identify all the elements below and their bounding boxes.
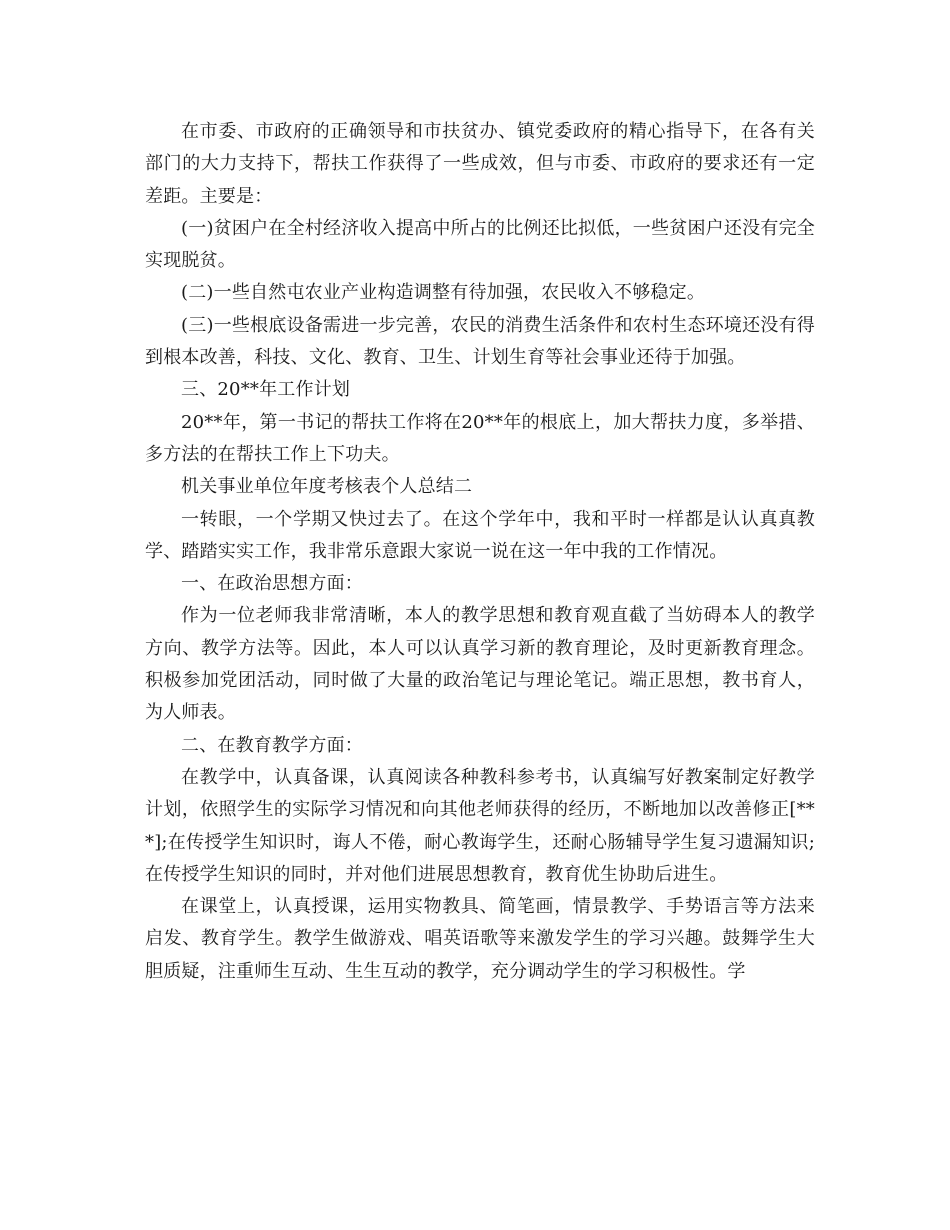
paragraph-semester: 一转眼，一个学期又快过去了。在这个学年中，我和平时一样都是认认真真教学、踏踏实实工作，我非常乐意跟大家说一说在这一年中我的工作情况。 [145,508,815,562]
heading-work-plan: 三、20**年工作计划 [181,379,351,401]
paragraph-political-thought: 作为一位老师我非常清晰，本人的教学思想和教育观直截了当妨碍本人的教学方向、教学方法等。因此，本人可以认真学习新的教育理论，及时更新教育理念。积极参加党团活动，同时做了大量的政治笔记与理论笔记。端正思想，教书育人，为人师表。 [145,605,815,724]
document-body [145,116,815,988]
paragraph-issue-one: (一)贫困户在全村经济收入提高中所占的比例还比拟低，一些贫困户还没有完全实现脱贫。 [145,217,815,272]
heading-teaching: 二、在教育教学方面： [181,734,363,756]
heading-summary-two: 机关事业单位年度考核表个人总结二 [181,476,473,498]
paragraph-classroom: 在课堂上，认真授课，运用实物教具、简笔画，情景教学、手势语言等方法来启发、教育学生。教学生做游戏、唱英语歌等来激发学生的学习兴趣。鼓舞学生大胆质疑，注重师生互动、生生互动的教学，充分调动学生的学习积极性。学 [145,896,815,982]
heading-political-thought: 一、在政治思想方面： [181,573,363,595]
paragraph-issue-three: (三)一些根底设备需进一步完善，农民的消费生活条件和农村生态环境还没有得到根本改善，科技、文化、教育、卫生、计划生育等社会事业还待于加强。 [145,314,815,369]
paragraph-intro: 在市委、市政府的正确领导和市扶贫办、镇党委政府的精心指导下，在各有关部门的大力支持下，帮扶工作获得了一些成效，但与市委、市政府的要求还有一定差距。主要是： [145,121,815,207]
paragraph-teaching: 在教学中，认真备课，认真阅读各种教科参考书，认真编写好教案制定好教学计划，依照学生的实际学习情况和向其他老师获得的经历，不断地加以改善修正[***];在传授学生知识时，诲人不倦，耐心教诲学生，还耐心肠辅导学生复习遗漏知识;在传授学生知识的同时，并对他们进展思想教育，教育优生协助后进生。 [145,766,815,885]
paragraph-issue-two: (二)一些自然屯农业产业构造调整有待加强，农民收入不够稳定。 [181,282,706,304]
paragraph-work-plan: 20**年，第一书记的帮扶工作将在20**年的根底上，加大帮扶力度，多举措、多方法的在帮扶工作上下功夫。 [145,411,815,465]
